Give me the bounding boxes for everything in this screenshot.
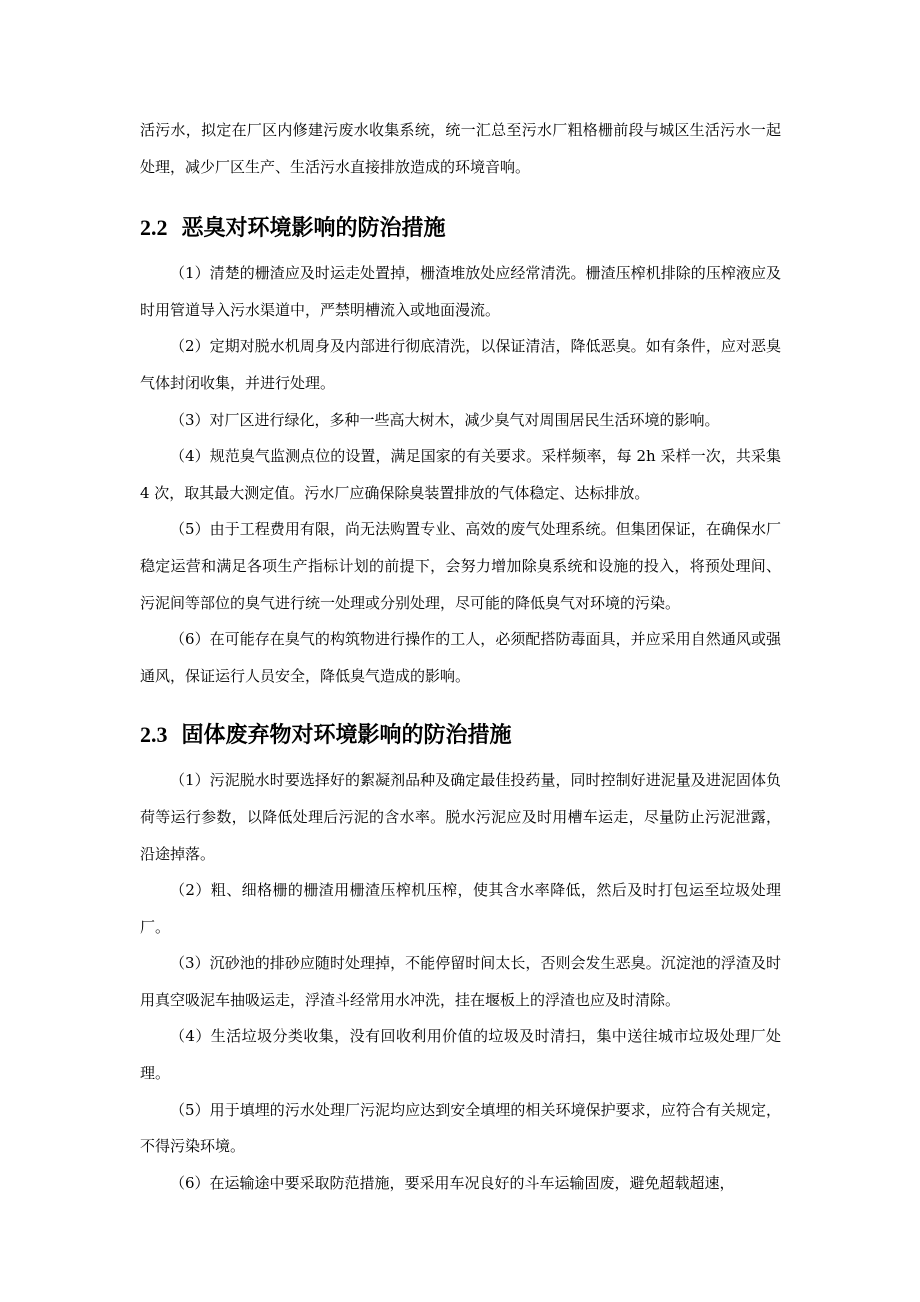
intro-continuation-paragraph: 活污水，拟定在厂区内修建污废水收集系统，统一汇总至污水厂粗格栅前段与城区生活污水一起处理，减少厂区生产、生活污水直接排放造成的环境音响。 xyxy=(140,121,781,176)
list-item-2-3-5: （5）用于填埋的污水处理厂污泥均应达到安全填埋的相关环境保护要求，应符合有关规定，不得污染环境。 xyxy=(140,1100,781,1156)
section-title: 恶臭对环境影响的防治措施 xyxy=(181,216,446,242)
section-title: 固体废弃物对环境影响的防治措施 xyxy=(181,723,512,749)
spacer xyxy=(140,750,781,762)
list-item-2-2-5: （5）由于工程费用有限，尚无法购置专业、高效的废气处理系统。但集团保证，在确保水厂稳定运营和满足各项生产指标计划的前提下，会努力增加除臭系统和设施的投入，将预处理间、污泥间等部位的臭气进行统一处理或分别处理，尽可能的降低臭气对环境的污染。 xyxy=(140,520,781,612)
list-item-2-2-1: （1）清楚的栅渣应及时运走处置掉，栅渣堆放处应经常清洗。栅渣压榨机排除的压榨液应及时用管道导入污水渠道中，严禁明槽流入或地面漫流。 xyxy=(140,264,781,319)
list-item-2-2-6: （6）在可能存在臭气的构筑物进行操作的工人，必须配搭防毒面具，并应采用自然通风或强通风，保证运行人员安全，降低臭气造成的影响。 xyxy=(140,630,781,685)
list-item-2-3-2: （2）粗、细格栅的栅渣用栅渣压榨机压榨，使其含水率降低，然后及时打包运至垃圾处理厂。 xyxy=(140,881,781,936)
section-number: 2.2 xyxy=(140,215,168,241)
section-number: 2.3 xyxy=(140,722,168,748)
spacer xyxy=(140,243,781,255)
list-item-2-3-6: （6）在运输途中要采取防范措施，要采用车况良好的斗车运输固废，避免超载超速， xyxy=(170,1173,735,1192)
list-item-2-2-3: （3）对厂区进行绿化，多种一些高大树木，减少臭气对周围居民生活环境的影响。 xyxy=(170,410,720,429)
section-heading-2-2 xyxy=(140,213,781,243)
page-content xyxy=(140,112,781,1201)
list-item-2-2-4: （4）规范臭气监测点位的设置，满足国家的有关要求。采样频率，每 2h 采样一次，共采集 4 次，取其最大测定值。污水厂应确保除臭装置排放的气体稳定、达标排放。 xyxy=(140,447,781,502)
list-item-2-2-2: （2）定期对脱水机周身及内部进行彻底清洗，以保证清洁，降低恶臭。如有条件，应对恶臭气体封闭收集，并进行处理。 xyxy=(140,337,781,392)
spacer xyxy=(140,694,781,720)
section-heading-2-3 xyxy=(140,720,781,750)
list-item-2-3-4: （4）生活垃圾分类收集，没有回收利用价值的垃圾及时清扫，集中送往城市垃圾处理厂处理。 xyxy=(140,1027,781,1083)
list-item-2-3-1: （1）污泥脱水时要选择好的絮凝剂品种及确定最佳投药量，同时控制好进泥量及进泥固体负荷等运行参数，以降低处理后污泥的含水率。脱水污泥应及时用槽车运走，尽量防止污泥泄露，沿途掉落。 xyxy=(140,771,781,863)
list-item-2-3-3: （3）沉砂池的排砂应随时处理掉，不能停留时间太长，否则会发生恶臭。沉淀池的浮渣及时用真空吸泥车抽吸运走，浮渣斗经常用水冲洗，挂在堰板上的浮渣也应及时清除。 xyxy=(140,954,781,1009)
spacer xyxy=(140,185,781,213)
